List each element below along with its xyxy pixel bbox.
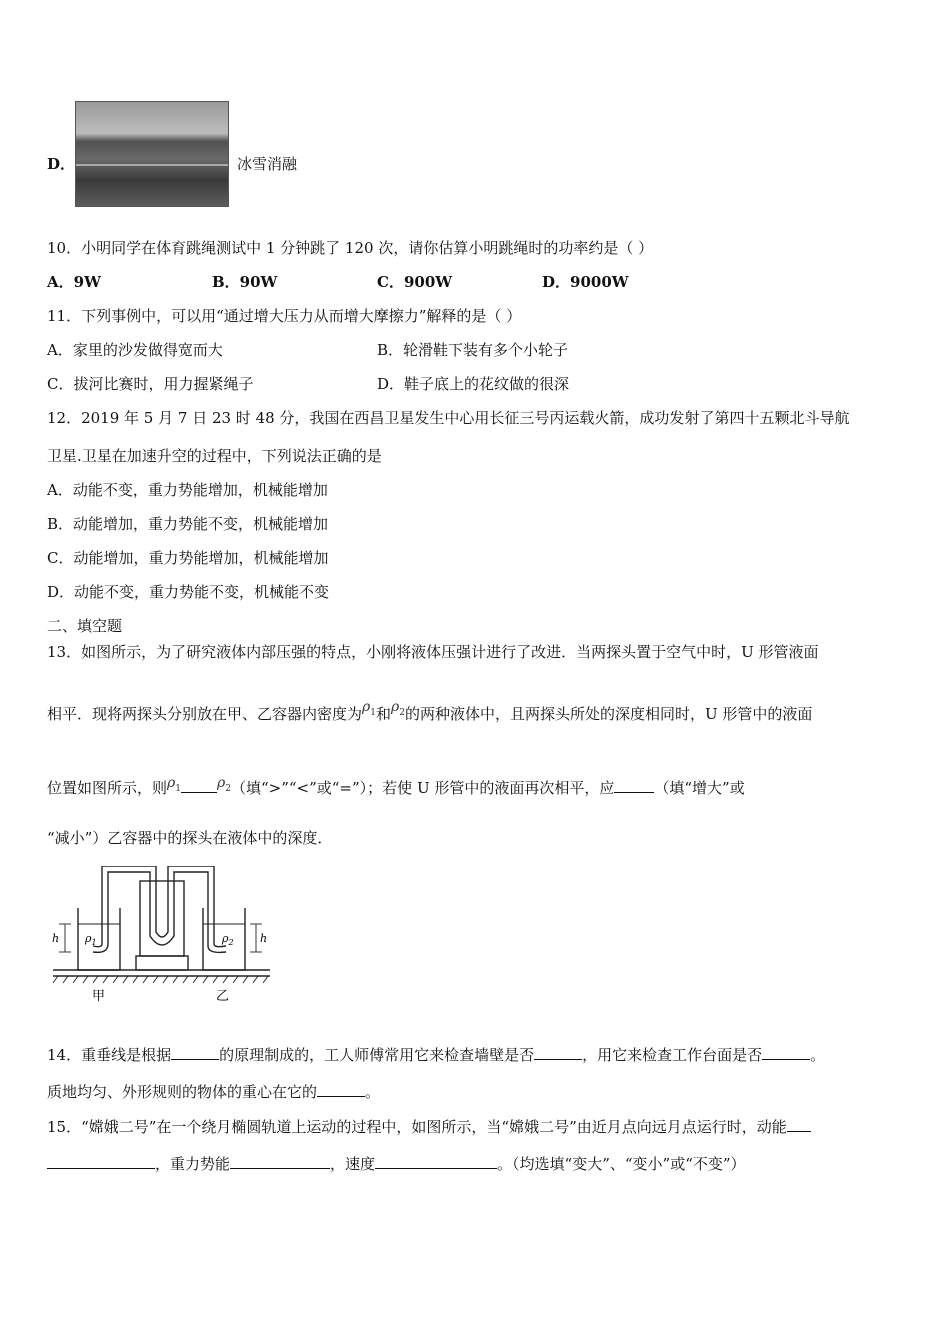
q13-line3-a: 位置如图所示，则 [47,779,168,797]
pressure-gauge-diagram [48,866,278,1006]
q12-option-b: B．动能增加，重力势能不变，机械能增加 [47,515,329,533]
fig-label-h-left: h [52,932,60,945]
answer-blank[interactable] [787,1117,811,1132]
q15-line2 [47,1153,746,1174]
answer-blank[interactable] [47,1154,155,1169]
answer-blank[interactable] [230,1154,330,1169]
section-title: 二、填空题 [47,617,123,635]
q10-option-d: D．9000W [542,273,629,291]
q9-option-d-text: 冰雪消融 [237,155,298,173]
fig-label-yi: 乙 [216,989,230,1004]
q13-line3-b: （填“>”“<”或“=”）；若使 U 形管中的液面再次相平，应 [230,779,615,797]
q15-line1 [47,1116,811,1137]
rho1-symbol: $\rho_1$ [362,699,376,718]
q10-option-a: A．9W [47,273,101,291]
q12-option-c: C．动能增加，重力势能增加，机械能增加 [47,549,329,567]
q15-line2-a: ，重力势能 [155,1155,231,1173]
q14-line1-d: 。 [810,1046,826,1064]
q11-stem: 11．下列事例中，可以用“通过增大压力从而增大摩擦力”解释的是（ ） [47,307,522,325]
fig-label-rho1: $\rho_1$ [85,932,97,947]
q14-line2-a: 质地均匀、外形规则的物体的重心在它的 [47,1083,318,1101]
q13-line3 [47,777,745,800]
q11-option-c: C．拔河比赛时，用力握紧绳子 [47,375,254,393]
answer-blank[interactable] [171,1045,219,1060]
q13-line4: “减小”）乙容器中的探头在液体中的深度． [47,829,333,847]
fig-label-rho2: $\rho_2$ [222,932,234,947]
q13-line2-c: 的两种液体中，且两探头所处的深度相同时，U 形管中的液面 [404,705,813,723]
q10-stem: 10．小明同学在体育跳绳测试中 1 分钟跳了 120 次，请你估算小明跳绳时的功率约是（ ） [47,239,654,257]
q14-line2 [47,1081,380,1102]
q12-stem-line1: 12．2019 年 5 月 7 日 23 时 48 分，我国在西昌卫星发生中心用长征三号丙运载火箭，成功发射了第四十五颗北斗导航 [47,409,850,427]
rho2-symbol: $\rho_2$ [216,775,231,794]
fig-label-h-right: h [260,932,268,945]
answer-blank[interactable] [534,1045,582,1060]
q15-line2-c: 。（均选填“变大”、“变小”或“不变”） [497,1155,746,1173]
q15-line2-b: ，速度 [330,1155,376,1173]
q10-option-b: B．90W [212,273,278,291]
q14-line2-b: 。 [365,1083,381,1101]
q11-option-b: B．轮滑鞋下装有多个小轮子 [377,341,569,359]
q10-option-c: C．900W [377,273,453,291]
q12-option-a: A．动能不变，重力势能增加，机械能增加 [47,481,328,499]
q14-line1-b: 的原理制成的，工人师傅常用它来检查墙壁是否 [219,1046,535,1064]
q14-line1 [47,1044,825,1065]
answer-blank[interactable] [317,1082,365,1097]
q12-option-d: D．动能不变，重力势能不变，机械能不变 [47,583,330,601]
answer-blank[interactable] [181,778,217,793]
answer-blank[interactable] [762,1045,810,1060]
answer-blank[interactable] [375,1154,497,1169]
q15-line1-text: 15．“嫦娥二号”在一个绕月椭圆轨道上运动的过程中，如图所示，当“嫦娥二号”由近月点向远月点运行时，动能 [47,1118,787,1136]
q13-line2-a: 相平．现将两探头分别放在甲、乙容器内密度为 [47,705,363,723]
q14-line1-c: ，用它来检查工作台面是否 [582,1046,763,1064]
q13-line3-c: （填“增大”或 [654,779,745,797]
q9-option-d-label: D． [47,155,76,173]
q11-option-d: D．鞋子底上的花纹做的很深 [377,375,570,393]
q13-line1: 13．如图所示，为了研究液体内部压强的特点，小刚将液体压强计进行了改进．当两探头置于空气中时，U 形管液面 [47,643,819,661]
q13-line2-b: 和 [375,705,391,723]
q12-stem-line2: 卫星.卫星在加速升空的过程中，下列说法正确的是 [47,447,382,465]
rho1-symbol: $\rho_1$ [167,775,181,794]
q14-line1-a: 14．重垂线是根据 [47,1046,172,1064]
ice-melting-photo [75,101,229,207]
q11-option-a: A．家里的沙发做得宽而大 [47,341,223,359]
fig-label-jia: 甲 [92,989,106,1004]
q13-line2 [47,699,813,726]
rho2-symbol: $\rho_2$ [391,699,405,718]
answer-blank[interactable] [614,778,654,793]
